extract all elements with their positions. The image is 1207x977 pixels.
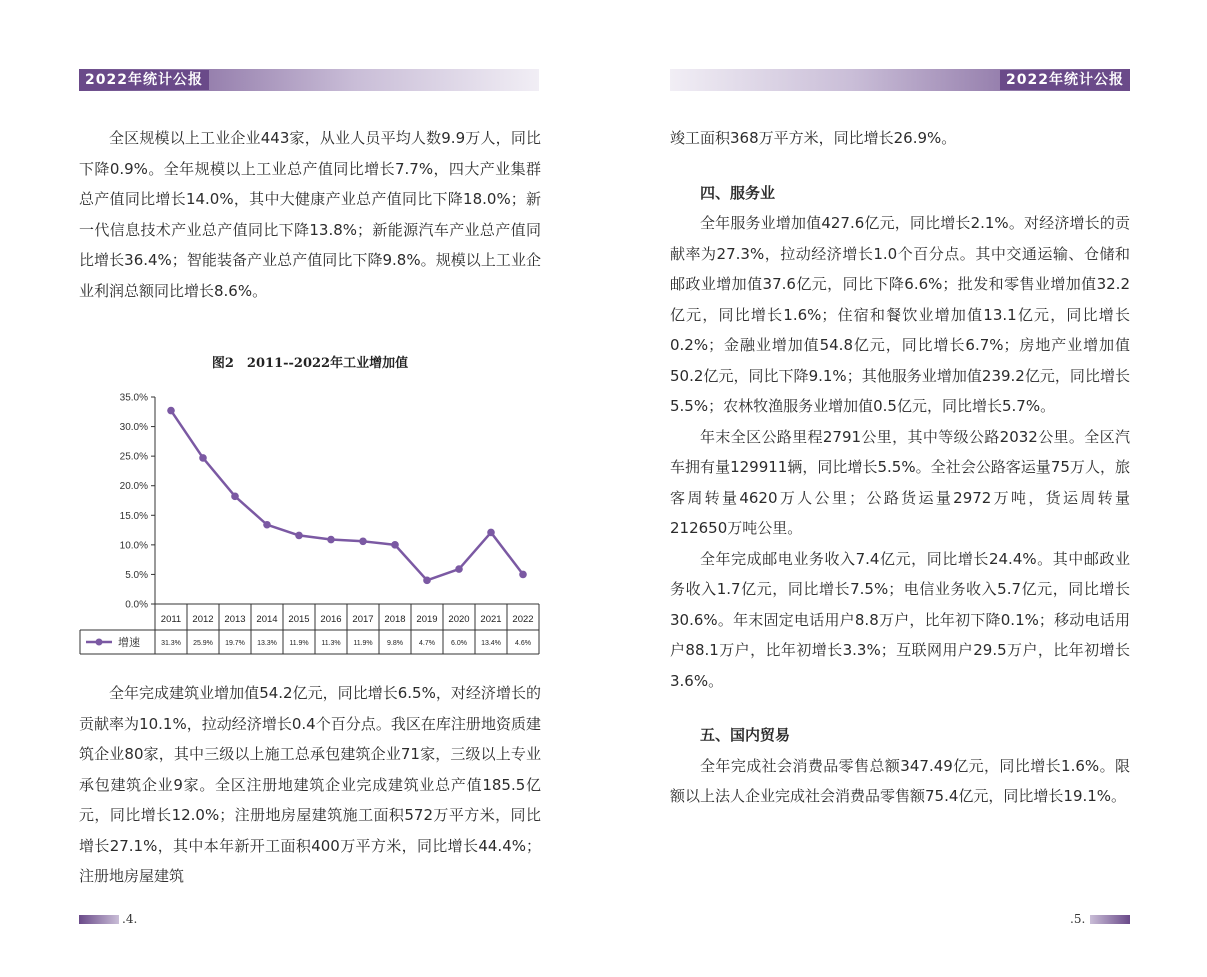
x-category-label: 2021 [480, 614, 502, 625]
construction-paragraph: 全年完成建筑业增加值54.2亿元，同比增长6.5%，对经济增长的贡献率为10.1%，拉动经济增长0.4个百分点。我区在库注册地资质建筑企业80家，其中三级以上施工总承包建筑企业71家，三级以上专业承包建筑企业9家。全区注册地建筑企业完成建筑业总产值185.5亿元，同比增长12.0%；注册地房屋建筑施工面积572万平方米，同比增长27.1%，其中本年新开工面积400万平方米，同比增长44.4%；注册地房屋建筑 [79, 684, 541, 885]
header-title-left: 2022年统计公报 [79, 70, 209, 90]
data-point [231, 493, 239, 501]
y-tick-label: 15.0% [119, 510, 148, 522]
y-tick-label: 10.0% [119, 540, 148, 552]
y-tick-label: 5.0% [125, 569, 148, 581]
x-category-label: 2011 [160, 614, 182, 625]
y-tick-label: 0.0% [125, 599, 148, 611]
data-point [519, 571, 527, 579]
table-value-label: 25.9% [193, 640, 213, 647]
table-value-label: 13.4% [481, 640, 501, 647]
page-number-right: .5. [1070, 912, 1086, 926]
section-title-services: 四、服务业 [700, 183, 776, 202]
services-paragraph-1: 全年服务业增加值427.6亿元，同比增长2.1%。对经济增长的贡献率为27.3%，拉动经济增长1.0个百分点。其中交通运输、仓储和邮政业增加值37.6亿元，同比下降6.6%；批发和零售业增加值32.2亿元，同比增长1.6%；住宿和餐饮业增加值13.1亿元，同比增长0.2%；金融业增加值54.8亿元，同比增长6.7%；房地产业增加值50.2亿元，同比下降9.1%；其他服务业增加值239.2亿元，同比增长5.5%；农林牧渔服务业增加值0.5亿元，同比增长5.7%。 [670, 214, 1130, 415]
header-bar-left [79, 69, 539, 91]
header-title-right: 2022年统计公报 [1000, 70, 1130, 90]
table-value-label: 11.9% [289, 640, 309, 647]
y-tick-label: 25.0% [119, 451, 148, 463]
x-category-label: 2020 [448, 614, 470, 625]
right-column [670, 123, 1130, 812]
y-tick-label: 35.0% [119, 392, 148, 404]
data-point [295, 532, 303, 540]
table-value-label: 4.6% [515, 640, 531, 647]
trade-paragraph: 全年完成社会消费品零售总额347.49亿元，同比增长1.6%。限额以上法人企业完成社会消费品零售额75.4亿元，同比增长19.1%。 [670, 756, 1130, 805]
left-column-top [79, 123, 541, 306]
data-point [359, 538, 367, 546]
legend-marker [96, 639, 103, 646]
x-category-label: 2022 [512, 614, 534, 625]
x-category-label: 2013 [224, 614, 246, 625]
table-value-label: 6.0% [451, 640, 467, 647]
x-category-label: 2017 [352, 614, 374, 625]
footer-bar-right [1090, 915, 1130, 924]
services-paragraph-2: 年末全区公路里程2791公里，其中等级公路2032公里。全区汽车拥有量129911辆，同比增长5.5%。全社会公路客运量75万人，旅客周转量4620万人公里；公路货运量2972万吨，货运周转量212650万吨公里。 [670, 427, 1130, 537]
table-value-label: 13.3% [257, 640, 277, 647]
left-column-bottom [79, 678, 541, 892]
data-point [199, 454, 207, 462]
x-category-label: 2018 [384, 614, 406, 625]
page-number-left: .4. [122, 912, 138, 926]
x-category-label: 2016 [320, 614, 342, 625]
data-point [423, 577, 431, 585]
y-tick-label: 30.0% [119, 422, 148, 434]
table-value-label: 11.9% [353, 640, 373, 647]
data-point [327, 536, 335, 544]
data-point [263, 521, 271, 529]
data-point [455, 565, 463, 573]
continuation-text: 竣工面积368万平方米，同比增长26.9%。 [670, 129, 957, 147]
industry-paragraph: 全区规模以上工业企业443家，从业人员平均人数9.9万人，同比下降0.9%。全年规模以上工业总产值同比增长7.7%，四大产业集群总产值同比增长14.0%，其中大健康产业总产值同比下降18.0%；新一代信息技术产业总产值同比下降13.8%；新能源汽车产业总产值同比增长36.4%；智能装备产业总产值同比下降9.8%。规模以上工业企业利润总额同比增长8.6%。 [79, 129, 541, 300]
table-value-label: 4.7% [419, 640, 435, 647]
section-title-trade: 五、国内贸易 [700, 726, 791, 744]
data-point [487, 529, 495, 537]
x-category-label: 2019 [416, 614, 438, 625]
x-category-label: 2012 [192, 614, 214, 625]
x-category-label: 2014 [256, 614, 278, 625]
chart-title: 图2 2011--2022年工业增加值 [211, 356, 409, 371]
industry-growth-chart [79, 385, 541, 657]
footer-bar-left [79, 915, 119, 924]
services-paragraph-3: 全年完成邮电业务收入7.4亿元，同比增长24.4%。其中邮政业务收入1.7亿元，同比增长7.5%；电信业务收入5.7亿元，同比增长30.6%。年末固定电话用户8.8万户，比年初下降0.1%；移动电话用户88.1万户，比年初增长3.3%；互联网用户29.5万户，比年初增长3.6%。 [670, 549, 1130, 690]
table-value-label: 31.3% [161, 640, 181, 647]
series-line [171, 411, 523, 581]
data-point [167, 407, 175, 415]
header-bar-right [670, 69, 1130, 91]
legend-label: 增速 [118, 637, 140, 649]
y-tick-label: 20.0% [119, 481, 148, 493]
table-value-label: 9.8% [387, 640, 403, 647]
x-category-label: 2015 [288, 614, 310, 625]
table-value-label: 19.7% [225, 640, 245, 647]
table-value-label: 11.3% [321, 640, 341, 647]
data-point [391, 541, 399, 549]
